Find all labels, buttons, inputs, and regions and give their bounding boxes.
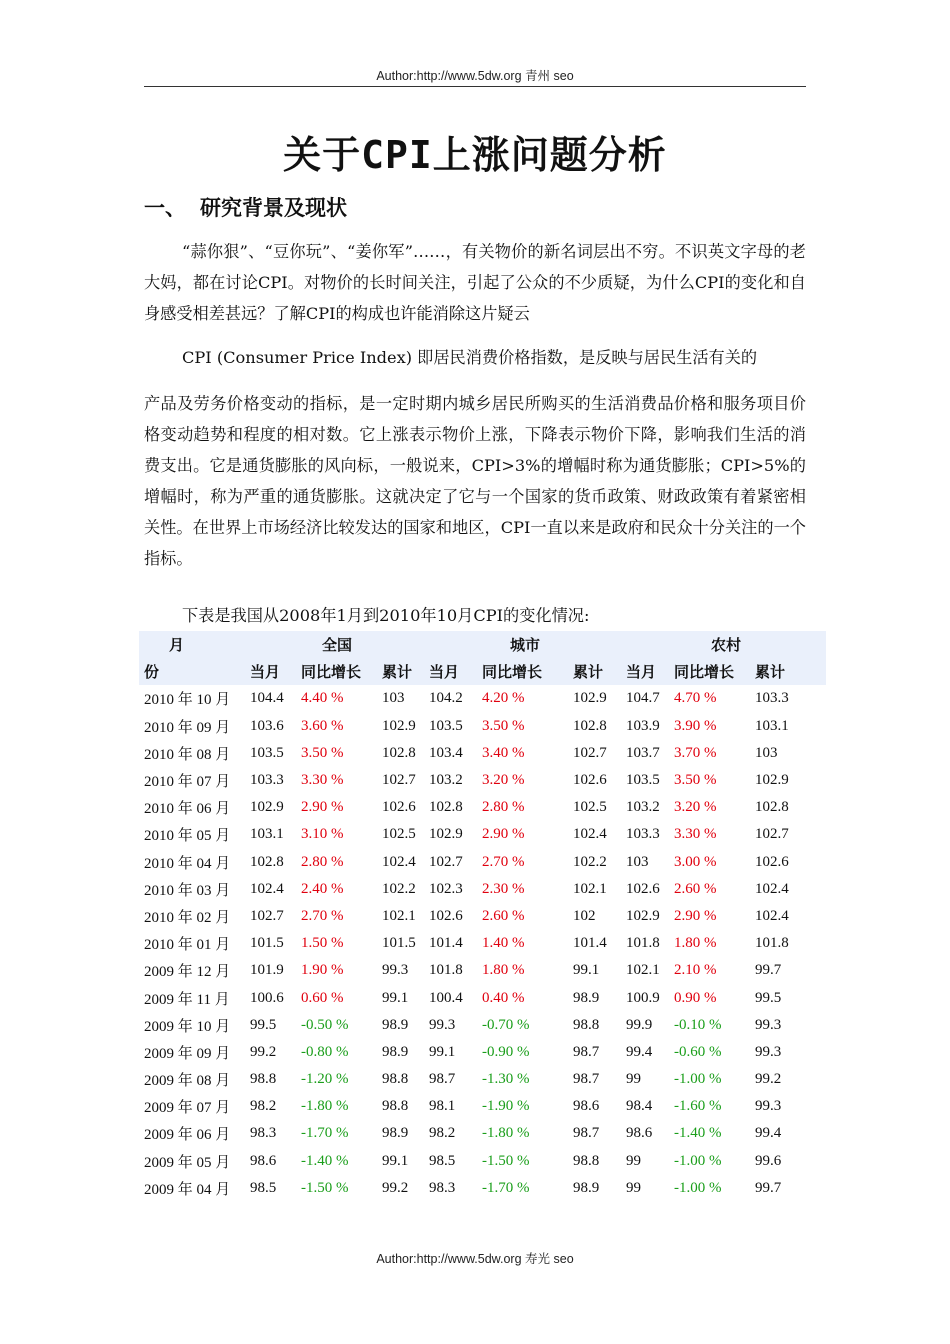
table-row: [139, 794, 826, 821]
table-header-row-groups: [139, 631, 826, 658]
month-cell: 2010 年 01 月: [144, 937, 231, 954]
urban-current-cell: 98.2: [429, 1125, 456, 1142]
paragraph-cpi-body: 产品及劳务价格变动的指标，是一定时期内城乡居民所购买的生活消费品价格和服务项目价格变动趋势和程度的相对数。它上涨表示物价上涨，下降表示物价下降，影响我们生活的消费支出。它是通货膨胀的风向标，一般说来，CPI>3%的增幅时称为通货膨胀；CPI>5%的增幅时，称为严重的通货膨胀。这就决定了它与一个国家的货币政策、财政政策有着紧密相关性。在世界上市场经济比较发达的国家和地区，CPI一直以来是政府和民众十分关注的一个指标。: [144, 394, 806, 568]
col-header-current: 当月: [245, 658, 296, 685]
national-current-cell: 98.8: [250, 1071, 277, 1088]
urban-cumulative-cell: 98.8: [573, 1152, 600, 1169]
month-cell: 2010 年 06 月: [144, 801, 231, 818]
national-current-cell: 103.1: [250, 826, 284, 843]
urban-current-cell: 102.9: [429, 826, 463, 843]
rural-cumulative-cell: 103.1: [755, 717, 789, 734]
rural-cumulative-cell: 102.7: [755, 826, 789, 843]
table-row: [139, 984, 826, 1011]
national-yoy-cell: -1.70 %: [301, 1125, 349, 1142]
month-cell: 2010 年 08 月: [144, 746, 231, 763]
urban-current-cell: 101.8: [429, 962, 463, 979]
urban-yoy-cell: -1.30 %: [482, 1071, 530, 1088]
rural-yoy-cell: -1.60 %: [674, 1098, 722, 1115]
month-cell: 2009 年 07 月: [144, 1100, 231, 1117]
rural-cumulative-cell: 102.4: [755, 907, 789, 924]
rural-yoy-cell: 0.90 %: [674, 989, 717, 1006]
rural-yoy-cell: -1.00 %: [674, 1152, 722, 1169]
national-yoy-cell: 4.40 %: [301, 690, 344, 707]
urban-yoy-cell: -1.70 %: [482, 1179, 530, 1196]
national-current-cell: 98.3: [250, 1125, 277, 1142]
table-row: [139, 1039, 826, 1066]
national-current-cell: 101.5: [250, 935, 284, 952]
rural-current-cell: 103.5: [626, 772, 660, 789]
table-row: [139, 876, 826, 903]
month-cell: 2009 年 11 月: [144, 991, 230, 1008]
table-row: [139, 713, 826, 740]
rural-cumulative-cell: 99.6: [755, 1152, 782, 1169]
urban-current-cell: 103.5: [429, 717, 463, 734]
rural-yoy-cell: 1.80 %: [674, 935, 717, 952]
rural-current-cell: 99: [626, 1179, 641, 1196]
rural-current-cell: 104.7: [626, 690, 660, 707]
national-yoy-cell: 1.90 %: [301, 962, 344, 979]
national-cumulative-cell: 98.8: [382, 1098, 409, 1115]
national-cumulative-cell: 102.8: [382, 744, 416, 761]
urban-cumulative-cell: 102.9: [573, 690, 607, 707]
rural-cumulative-cell: 102.8: [755, 799, 789, 816]
urban-yoy-cell: 0.40 %: [482, 989, 525, 1006]
urban-yoy-cell: 3.20 %: [482, 772, 525, 789]
rural-cumulative-cell: 99.3: [755, 1098, 782, 1115]
month-cell: 2010 年 07 月: [144, 774, 231, 791]
group-header-rural: 农村: [621, 631, 826, 658]
urban-yoy-cell: 3.40 %: [482, 744, 525, 761]
table-row: [139, 849, 826, 876]
national-yoy-cell: -0.80 %: [301, 1043, 349, 1060]
table-row: [139, 957, 826, 984]
col-header-cumulative: 累计: [750, 658, 826, 685]
month-cell: 2009 年 04 月: [144, 1181, 231, 1198]
rural-cumulative-cell: 101.8: [755, 935, 789, 952]
rural-yoy-cell: 3.30 %: [674, 826, 717, 843]
national-current-cell: 98.5: [250, 1179, 277, 1196]
urban-current-cell: 102.7: [429, 853, 463, 870]
urban-cumulative-cell: 99.1: [573, 962, 600, 979]
month-header: 月: [139, 631, 245, 658]
national-current-cell: 102.4: [250, 880, 284, 897]
rural-cumulative-cell: 102.4: [755, 880, 789, 897]
national-current-cell: 103.3: [250, 772, 284, 789]
urban-yoy-cell: 2.70 %: [482, 853, 525, 870]
national-cumulative-cell: 99.2: [382, 1179, 409, 1196]
urban-yoy-cell: -0.70 %: [482, 1016, 530, 1033]
national-current-cell: 99.5: [250, 1016, 277, 1033]
urban-current-cell: 104.2: [429, 690, 463, 707]
document-title: 关于CPI上涨问题分析: [283, 133, 667, 177]
rural-yoy-cell: -1.00 %: [674, 1071, 722, 1088]
footer-text: Author:http://www.5dw.org 寿光 seo: [376, 1252, 574, 1266]
month-cell: 2009 年 10 月: [144, 1018, 231, 1035]
urban-cumulative-cell: 102.5: [573, 799, 607, 816]
rural-cumulative-cell: 103: [755, 744, 778, 761]
table-row: [139, 1066, 826, 1093]
national-cumulative-cell: 98.9: [382, 1043, 409, 1060]
page-footer: [0, 1249, 950, 1267]
rural-current-cell: 98.6: [626, 1125, 653, 1142]
rural-yoy-cell: 3.50 %: [674, 772, 717, 789]
month-cell: 2009 年 12 月: [144, 964, 231, 981]
table-row: [139, 903, 826, 930]
national-cumulative-cell: 101.5: [382, 935, 416, 952]
month-cell: 2009 年 08 月: [144, 1073, 231, 1090]
urban-cumulative-cell: 102: [573, 907, 596, 924]
table-row: [139, 930, 826, 957]
rural-cumulative-cell: 99.3: [755, 1043, 782, 1060]
month-cell: 2009 年 06 月: [144, 1127, 231, 1144]
national-yoy-cell: -1.80 %: [301, 1098, 349, 1115]
rural-current-cell: 102.9: [626, 907, 660, 924]
table-row: [139, 1012, 826, 1039]
urban-cumulative-cell: 98.7: [573, 1125, 600, 1142]
urban-yoy-cell: 1.40 %: [482, 935, 525, 952]
rural-current-cell: 103.3: [626, 826, 660, 843]
urban-cumulative-cell: 98.7: [573, 1071, 600, 1088]
urban-yoy-cell: 2.60 %: [482, 907, 525, 924]
urban-current-cell: 103.4: [429, 744, 463, 761]
rural-yoy-cell: 2.60 %: [674, 880, 717, 897]
national-yoy-cell: -1.50 %: [301, 1179, 349, 1196]
rural-cumulative-cell: 99.4: [755, 1125, 782, 1142]
urban-cumulative-cell: 98.9: [573, 1179, 600, 1196]
national-current-cell: 100.6: [250, 989, 284, 1006]
national-yoy-cell: 3.60 %: [301, 717, 344, 734]
section-number: 一、: [144, 196, 186, 220]
paragraph-cpi-definition: [144, 342, 806, 574]
rural-cumulative-cell: 103.3: [755, 690, 789, 707]
table-row: [139, 821, 826, 848]
urban-cumulative-cell: 98.7: [573, 1043, 600, 1060]
cpi-table: [139, 631, 826, 1202]
rural-yoy-cell: 2.90 %: [674, 907, 717, 924]
col-header-cumulative: 累计: [377, 658, 424, 685]
national-cumulative-cell: 98.9: [382, 1125, 409, 1142]
rural-yoy-cell: -1.40 %: [674, 1125, 722, 1142]
national-current-cell: 102.9: [250, 799, 284, 816]
rural-current-cell: 98.4: [626, 1098, 653, 1115]
section-title: 研究背景及现状: [200, 196, 347, 220]
rural-current-cell: 103.9: [626, 717, 660, 734]
rural-yoy-cell: -0.10 %: [674, 1016, 722, 1033]
national-yoy-cell: -1.40 %: [301, 1152, 349, 1169]
urban-current-cell: 102.8: [429, 799, 463, 816]
rural-current-cell: 99: [626, 1152, 641, 1169]
table-row: [139, 767, 826, 794]
month-cell: 2010 年 09 月: [144, 719, 231, 736]
month-cell: 2010 年 02 月: [144, 909, 231, 926]
table-row: [139, 685, 826, 712]
rural-current-cell: 101.8: [626, 935, 660, 952]
rural-current-cell: 102.1: [626, 962, 660, 979]
rural-current-cell: 102.6: [626, 880, 660, 897]
paragraph-intro: “蒜你狠”、“豆你玩”、“姜你军”……，有关物价的新名词层出不穷。不识英文字母的老大妈，都在讨论CPI。对物价的长时间关注，引起了公众的不少质疑，为什么CPI的变化和自身感受相差甚远？了解CPI的构成也许能消除这片疑云: [144, 242, 806, 323]
national-cumulative-cell: 102.2: [382, 880, 416, 897]
urban-yoy-cell: 2.80 %: [482, 799, 525, 816]
rural-yoy-cell: 3.90 %: [674, 717, 717, 734]
urban-current-cell: 98.3: [429, 1179, 456, 1196]
month-header-continued: 份: [139, 658, 245, 685]
national-cumulative-cell: 98.9: [382, 1016, 409, 1033]
national-cumulative-cell: 99.1: [382, 989, 409, 1006]
urban-yoy-cell: -1.90 %: [482, 1098, 530, 1115]
urban-current-cell: 102.3: [429, 880, 463, 897]
rural-cumulative-cell: 102.6: [755, 853, 789, 870]
rural-current-cell: 99: [626, 1071, 641, 1088]
national-cumulative-cell: 102.1: [382, 907, 416, 924]
urban-current-cell: 99.3: [429, 1016, 456, 1033]
rural-yoy-cell: -0.60 %: [674, 1043, 722, 1060]
national-yoy-cell: 3.50 %: [301, 744, 344, 761]
table-row: [139, 1093, 826, 1120]
rural-current-cell: 99.4: [626, 1043, 653, 1060]
urban-yoy-cell: -1.80 %: [482, 1125, 530, 1142]
national-yoy-cell: 0.60 %: [301, 989, 344, 1006]
urban-yoy-cell: 1.80 %: [482, 962, 525, 979]
month-cell: 2010 年 04 月: [144, 855, 231, 872]
urban-current-cell: 101.4: [429, 935, 463, 952]
section-heading: [144, 192, 347, 222]
rural-yoy-cell: 3.20 %: [674, 799, 717, 816]
header-rule: [144, 86, 806, 87]
col-header-current: 当月: [621, 658, 669, 685]
national-current-cell: 102.7: [250, 907, 284, 924]
national-yoy-cell: 2.90 %: [301, 799, 344, 816]
national-cumulative-cell: 99.3: [382, 962, 409, 979]
urban-current-cell: 98.5: [429, 1152, 456, 1169]
table-row: [139, 1120, 826, 1147]
national-current-cell: 103.5: [250, 744, 284, 761]
rural-cumulative-cell: 99.7: [755, 962, 782, 979]
national-yoy-cell: 1.50 %: [301, 935, 344, 952]
rural-cumulative-cell: 99.7: [755, 1179, 782, 1196]
col-header-cumulative: 累计: [568, 658, 621, 685]
rural-yoy-cell: 2.10 %: [674, 962, 717, 979]
table-row: [139, 1148, 826, 1175]
national-cumulative-cell: 103: [382, 690, 405, 707]
urban-yoy-cell: 4.20 %: [482, 690, 525, 707]
urban-yoy-cell: 2.90 %: [482, 826, 525, 843]
national-current-cell: 103.6: [250, 717, 284, 734]
table-row: [139, 740, 826, 767]
rural-cumulative-cell: 99.2: [755, 1071, 782, 1088]
national-yoy-cell: 2.70 %: [301, 907, 344, 924]
national-yoy-cell: 2.80 %: [301, 853, 344, 870]
urban-yoy-cell: -0.90 %: [482, 1043, 530, 1060]
urban-yoy-cell: 2.30 %: [482, 880, 525, 897]
urban-cumulative-cell: 101.4: [573, 935, 607, 952]
urban-cumulative-cell: 102.4: [573, 826, 607, 843]
rural-cumulative-cell: 99.3: [755, 1016, 782, 1033]
rural-current-cell: 103.7: [626, 744, 660, 761]
national-cumulative-cell: 102.5: [382, 826, 416, 843]
month-cell: 2010 年 05 月: [144, 828, 231, 845]
urban-cumulative-cell: 102.7: [573, 744, 607, 761]
group-header-urban: 城市: [424, 631, 621, 658]
month-cell: 2010 年 03 月: [144, 882, 231, 899]
col-header-current: 当月: [424, 658, 477, 685]
national-current-cell: 104.4: [250, 690, 284, 707]
national-current-cell: 102.8: [250, 853, 284, 870]
rural-yoy-cell: 3.70 %: [674, 744, 717, 761]
urban-current-cell: 103.2: [429, 772, 463, 789]
national-cumulative-cell: 102.9: [382, 717, 416, 734]
national-yoy-cell: -1.20 %: [301, 1071, 349, 1088]
paragraph-cpi-first-line: CPI (Consumer Price Index) 即居民消费价格指数，是反映与居民生活有关的: [182, 348, 758, 367]
urban-cumulative-cell: 102.1: [573, 880, 607, 897]
col-header-yoy: 同比增长: [296, 658, 377, 685]
national-cumulative-cell: 102.6: [382, 799, 416, 816]
national-current-cell: 98.6: [250, 1152, 277, 1169]
national-yoy-cell: 3.10 %: [301, 826, 344, 843]
urban-cumulative-cell: 102.2: [573, 853, 607, 870]
table-header-row-columns: [139, 658, 826, 685]
urban-current-cell: 98.1: [429, 1098, 456, 1115]
month-cell: 2009 年 09 月: [144, 1045, 231, 1062]
urban-yoy-cell: -1.50 %: [482, 1152, 530, 1169]
rural-yoy-cell: -1.00 %: [674, 1179, 722, 1196]
urban-current-cell: 98.7: [429, 1071, 456, 1088]
rural-yoy-cell: 3.00 %: [674, 853, 717, 870]
national-current-cell: 98.2: [250, 1098, 277, 1115]
table-row: [139, 1175, 826, 1202]
urban-cumulative-cell: 98.8: [573, 1016, 600, 1033]
rural-current-cell: 103.2: [626, 799, 660, 816]
col-header-yoy: 同比增长: [669, 658, 750, 685]
national-cumulative-cell: 98.8: [382, 1071, 409, 1088]
urban-cumulative-cell: 102.8: [573, 717, 607, 734]
rural-current-cell: 100.9: [626, 989, 660, 1006]
rural-current-cell: 99.9: [626, 1016, 653, 1033]
urban-yoy-cell: 3.50 %: [482, 717, 525, 734]
national-cumulative-cell: 102.7: [382, 772, 416, 789]
national-yoy-cell: -0.50 %: [301, 1016, 349, 1033]
urban-current-cell: 99.1: [429, 1043, 456, 1060]
table-intro: 下表是我国从2008年1月到2010年10月CPI的变化情况:: [182, 606, 590, 625]
urban-current-cell: 102.6: [429, 907, 463, 924]
national-current-cell: 99.2: [250, 1043, 277, 1060]
national-yoy-cell: 3.30 %: [301, 772, 344, 789]
urban-cumulative-cell: 98.6: [573, 1098, 600, 1115]
cpi-table-body: [139, 685, 826, 1202]
urban-cumulative-cell: 98.9: [573, 989, 600, 1006]
month-cell: 2009 年 05 月: [144, 1154, 231, 1171]
rural-cumulative-cell: 99.5: [755, 989, 782, 1006]
group-header-national: 全国: [245, 631, 424, 658]
col-header-yoy: 同比增长: [477, 658, 568, 685]
rural-cumulative-cell: 102.9: [755, 772, 789, 789]
national-cumulative-cell: 99.1: [382, 1152, 409, 1169]
urban-current-cell: 100.4: [429, 989, 463, 1006]
page-header: Author:http://www.5dw.org 青州 seo: [376, 69, 574, 83]
national-current-cell: 101.9: [250, 962, 284, 979]
urban-cumulative-cell: 102.6: [573, 772, 607, 789]
rural-current-cell: 103: [626, 853, 649, 870]
national-cumulative-cell: 102.4: [382, 853, 416, 870]
national-yoy-cell: 2.40 %: [301, 880, 344, 897]
rural-yoy-cell: 4.70 %: [674, 690, 717, 707]
month-cell: 2010 年 10 月: [144, 692, 231, 709]
